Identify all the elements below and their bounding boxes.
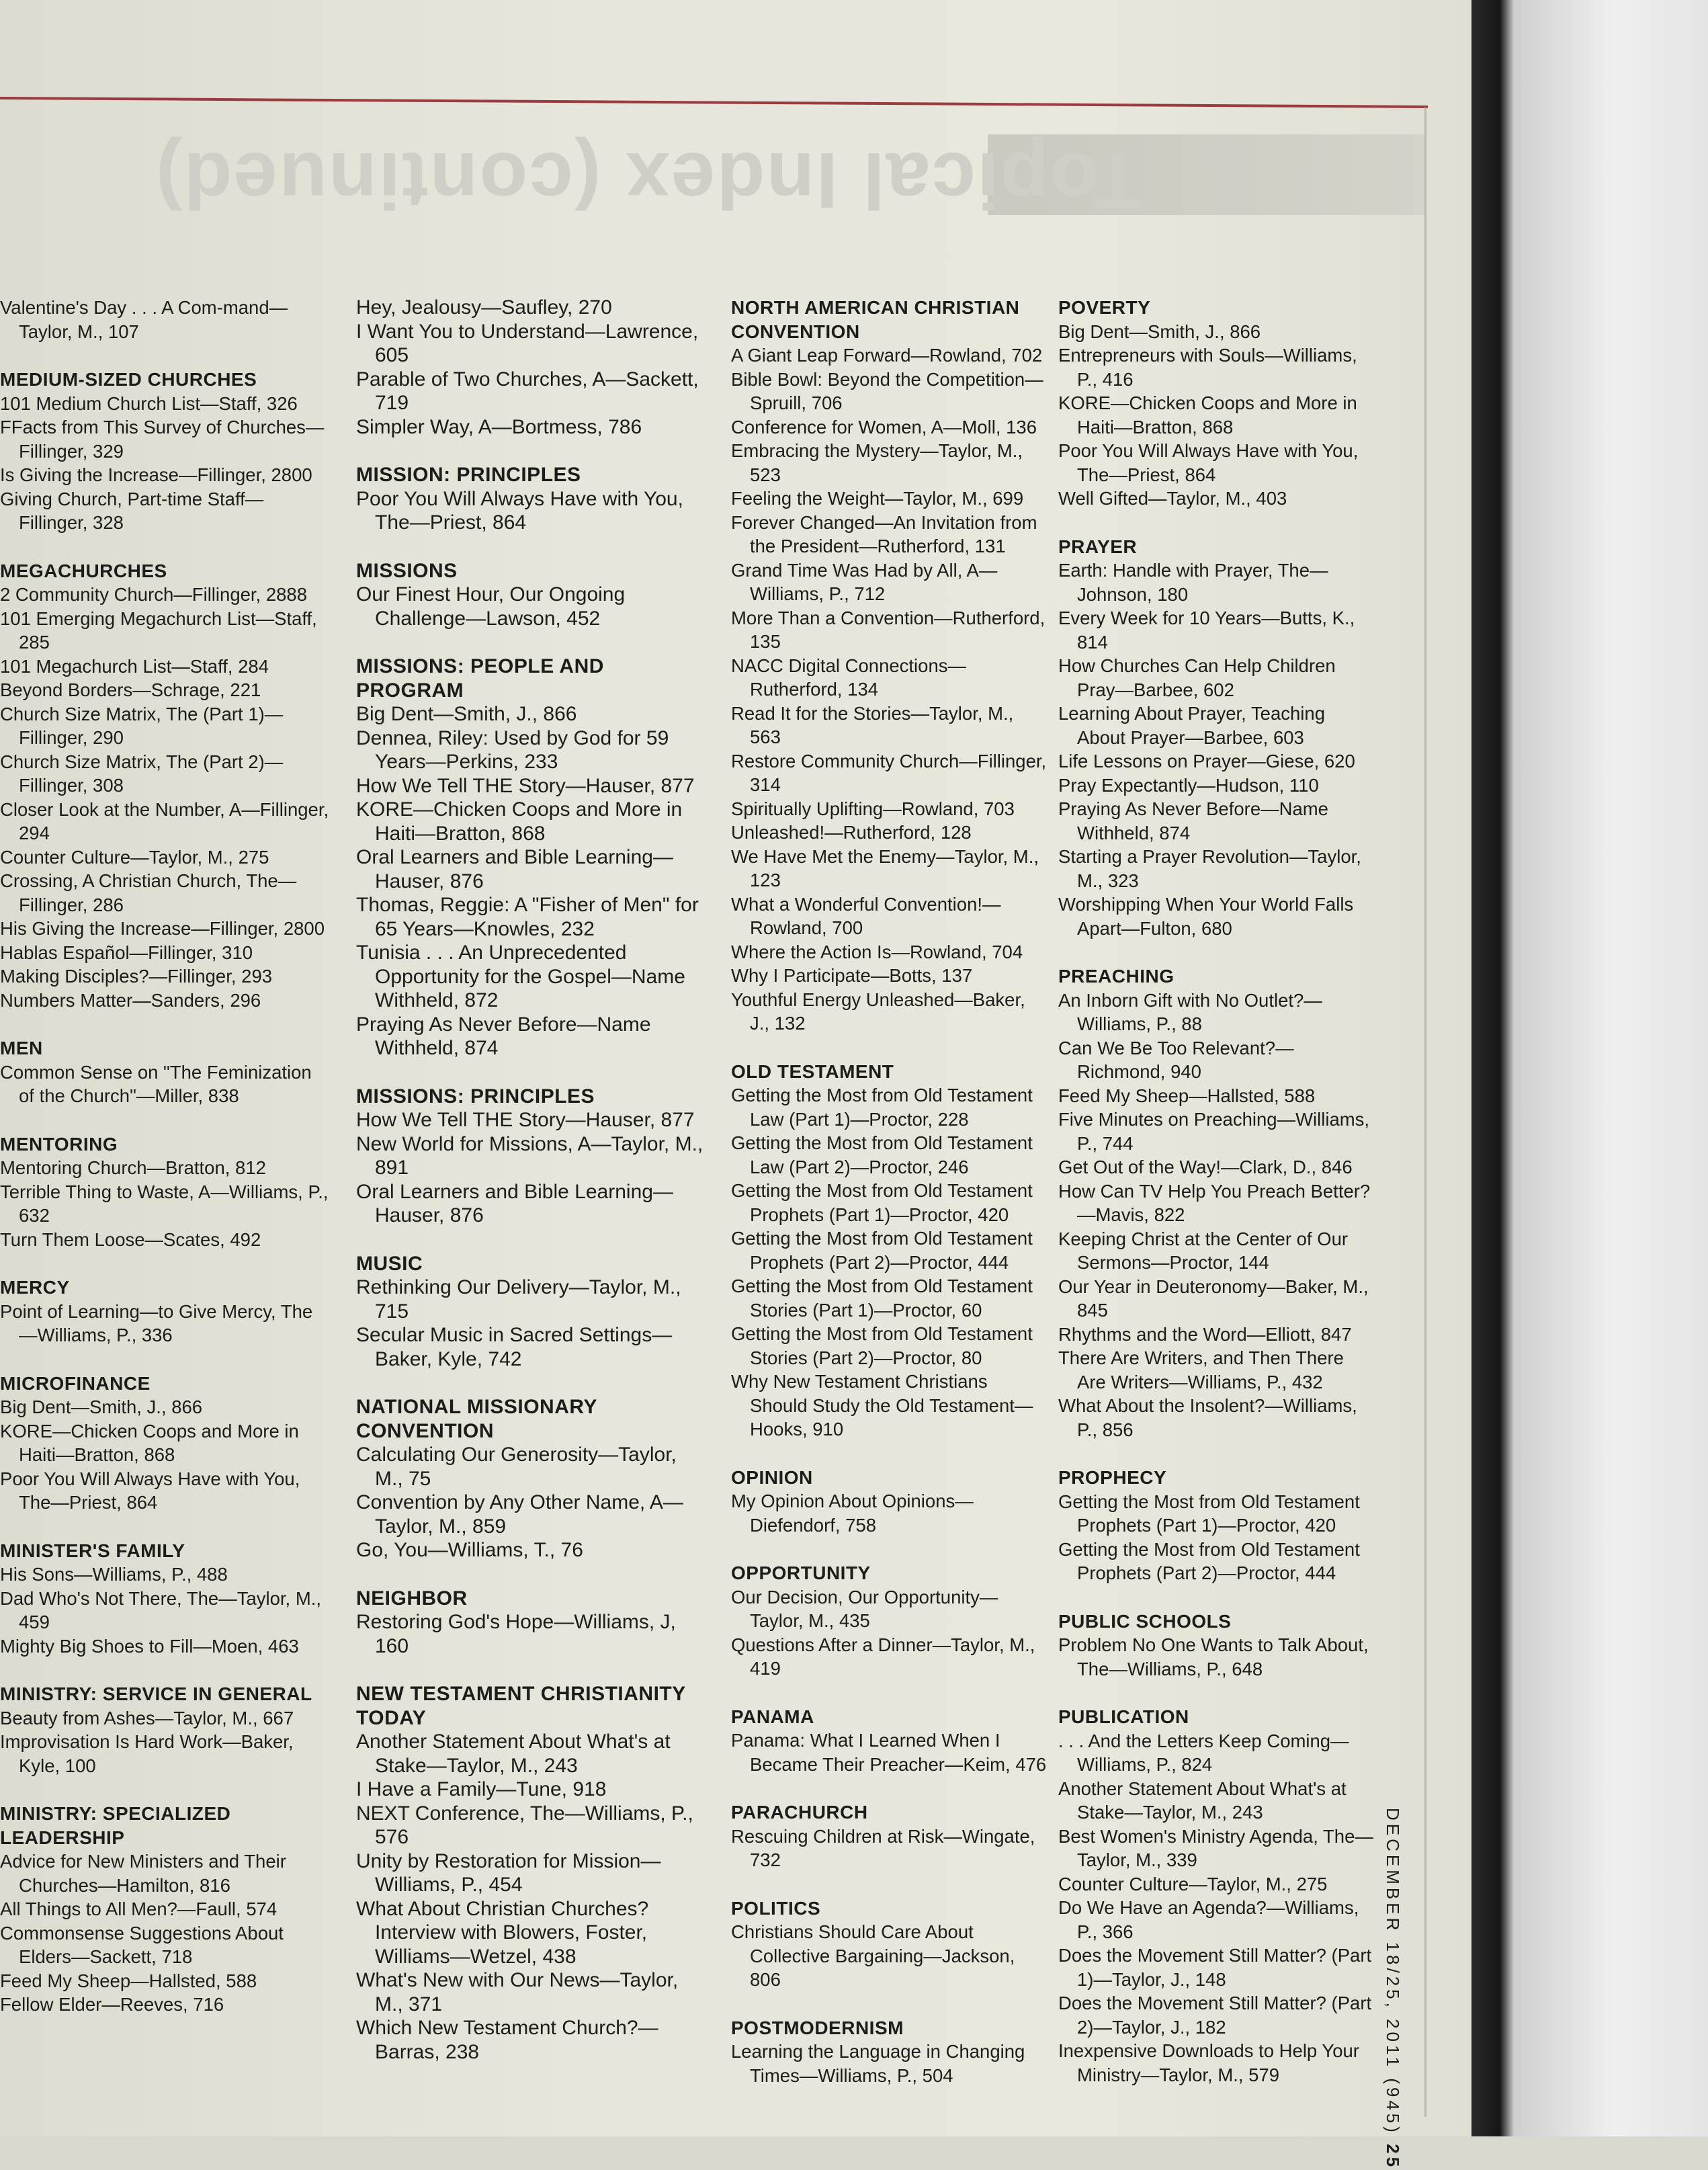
index-entry: Our Decision, Our Opportunity—Taylor, M., 435 — [731, 1586, 998, 1631]
index-section — [731, 296, 1047, 1036]
index-entry: Big Dent—Smith, J., 866 — [356, 703, 577, 725]
index-entry: KORE—Chicken Coops and More in Haiti—Bratton, 868 — [356, 798, 683, 845]
index-entry: What a Wonderful Convention!—Rowland, 700 — [731, 893, 1001, 938]
index-entry: Secular Music in Sacred Settings—Baker, Kyle, 742 — [356, 1324, 673, 1370]
index-entry: How Can TV Help You Preach Better?—Mavis, 822 — [1058, 1180, 1371, 1225]
index-entry: Panama: What I Learned When I Became Their Preacher—Keim, 476 — [731, 1730, 1047, 1775]
index-entry: Giving Church, Part-time Staff—Fillinger, 328 — [0, 488, 264, 533]
index-entry: Mentoring Church—Bratton, 812 — [0, 1157, 266, 1178]
section-heading: NATIONAL MISSIONARY CONVENTION — [356, 1396, 597, 1442]
index-section — [356, 1587, 706, 1659]
index-section — [356, 1395, 706, 1562]
index-entry: Improvisation Is Hard Work—Baker, Kyle, 100 — [0, 1731, 294, 1776]
index-section — [731, 1561, 1047, 1681]
index-entry: Embracing the Mystery—Taylor, M., 523 — [731, 440, 1023, 485]
index-entry: Big Dent—Smith, J., 866 — [1058, 321, 1261, 342]
index-entry: Terrible Thing to Waste, A—Williams, P., 632 — [0, 1181, 329, 1226]
index-entry: KORE—Chicken Coops and More in Haiti—Bratton, 868 — [0, 1420, 299, 1465]
index-entry: Poor You Will Always Have with You, The—Priest, 864 — [1058, 440, 1359, 485]
index-entry: Another Statement About What's at Stake—Taylor, M., 243 — [356, 1730, 671, 1777]
index-section — [0, 1276, 329, 1347]
top-rule — [0, 97, 1428, 108]
index-entry: Closer Look at the Number, A—Fillinger, 294 — [0, 798, 329, 843]
index-entry: How We Tell THE Story—Hauser, 877 — [356, 1109, 695, 1131]
index-entry: Best Women's Ministry Agenda, The—Taylor, M., 339 — [1058, 1825, 1373, 1870]
index-section — [1058, 296, 1374, 511]
index-entry: Our Year in Deuteronomy—Baker, M., 845 — [1058, 1276, 1369, 1321]
section-heading: MISSIONS: PEOPLE AND PROGRAM — [356, 655, 604, 702]
section-heading: POSTMODERNISM — [731, 2017, 904, 2038]
index-entry: Entrepreneurs with Souls—Williams, P., 416 — [1058, 345, 1357, 390]
index-entry: Rescuing Children at Risk—Wingate, 732 — [731, 1825, 1035, 1870]
index-section — [1058, 964, 1374, 1442]
section-heading: MEN — [0, 1038, 43, 1058]
section-heading: NEIGHBOR — [356, 1587, 468, 1610]
index-entry: How Churches Can Help Children Pray—Barbee, 602 — [1058, 655, 1336, 700]
index-entry: All Things to All Men?—Faull, 574 — [0, 1898, 277, 1919]
index-entry: KORE—Chicken Coops and More in Haiti—Bratton, 868 — [1058, 392, 1357, 437]
index-entry: Crossing, A Christian Church, The—Fillinger, 286 — [0, 870, 297, 915]
index-entry: Youthful Energy Unleashed—Baker, J., 132 — [731, 989, 1025, 1034]
section-heading: OPPORTUNITY — [731, 1562, 871, 1583]
index-entry: Commonsense Suggestions About Elders—Sackett, 718 — [0, 1922, 284, 1967]
index-section — [1058, 1705, 1374, 2087]
index-entry: How We Tell THE Story—Hauser, 877 — [356, 774, 695, 797]
index-entry: 101 Megachurch List—Staff, 284 — [0, 655, 269, 677]
index-entry: Is Giving the Increase—Fillinger, 2800 — [0, 464, 312, 485]
index-entry: A Giant Leap Forward—Rowland, 702 — [731, 345, 1043, 366]
index-entry: Counter Culture—Taylor, M., 275 — [0, 846, 269, 868]
index-entry: 2 Community Church—Fillinger, 2888 — [0, 584, 307, 605]
index-entry: Feeling the Weight—Taylor, M., 699 — [731, 488, 1024, 509]
index-entry: Five Minutes on Preaching—Williams, P., 744 — [1058, 1109, 1370, 1154]
index-entry: Feed My Sheep—Hallsted, 588 — [0, 1970, 257, 1991]
index-entry: Christians Should Care About Collective Bargaining—Jackson, 806 — [731, 1921, 1015, 1990]
index-entry: Parable of Two Churches, A—Sackett, 719 — [356, 368, 699, 414]
index-entry: Earth: Handle with Prayer, The—Johnson, 180 — [1058, 560, 1328, 605]
index-section — [0, 1802, 329, 2017]
index-entry: Where the Action Is—Rowland, 704 — [731, 941, 1023, 962]
index-section — [356, 559, 706, 631]
index-entry: Getting the Most from Old Testament Prophets (Part 2)—Proctor, 444 — [731, 1228, 1033, 1273]
index-entry: An Inborn Gift with No Outlet?—Williams, P., 88 — [1058, 989, 1322, 1034]
index-section — [356, 296, 706, 439]
section-heading: NORTH AMERICAN CHRISTIAN CONVENTION — [731, 297, 1020, 342]
section-heading: MINISTER'S FAMILY — [0, 1540, 185, 1561]
index-entry: Inexpensive Downloads to Help Your Ministry—Taylor, M., 579 — [1058, 2040, 1359, 2085]
index-entry: His Giving the Increase—Fillinger, 2800 — [0, 918, 325, 939]
section-heading: NEW TESTAMENT CHRISTIANITY TODAY — [356, 1683, 686, 1729]
index-entry: Oral Learners and Bible Learning—Hauser, 876 — [356, 846, 673, 892]
index-entry: Restore Community Church—Fillinger, 314 — [731, 750, 1047, 795]
index-entry: Rhythms and the Word—Elliott, 847 — [1058, 1323, 1352, 1345]
index-entry: Get Out of the Way!—Clark, D., 846 — [1058, 1157, 1353, 1177]
index-entry: Getting the Most from Old Testament Law (Part 2)—Proctor, 246 — [731, 1132, 1033, 1177]
index-section — [0, 1036, 329, 1108]
index-section — [731, 1705, 1047, 1777]
section-heading: MENTORING — [0, 1133, 118, 1155]
index-entry: I Have a Family—Tune, 918 — [356, 1778, 607, 1800]
index-section — [0, 368, 329, 535]
section-heading: PARACHURCH — [731, 1802, 868, 1823]
index-entry: Poor You Will Always Have with You, The—Priest, 864 — [0, 1468, 300, 1513]
index-entry: NACC Digital Connections—Rutherford, 134 — [731, 655, 966, 700]
index-entry: Spiritually Uplifting—Rowland, 703 — [731, 798, 1015, 819]
section-heading: POLITICS — [731, 1897, 821, 1919]
index-entry: Dennea, Riley: Used by God for 59 Years—Perkins, 233 — [356, 726, 669, 773]
page-title: Topical Index (continued) — [155, 136, 1143, 224]
index-entry: Turn Them Loose—Scates, 492 — [0, 1228, 261, 1250]
index-section — [731, 1800, 1047, 1872]
index-section — [356, 1252, 706, 1372]
section-heading: MEDIUM-SIZED CHURCHES — [0, 369, 257, 390]
index-entry: Our Finest Hour, Our Ongoing Challenge—Lawson, 452 — [356, 583, 626, 630]
index-entry: Getting the Most from Old Testament Prophets (Part 2)—Proctor, 444 — [1058, 1538, 1360, 1583]
index-entry: Learning the Language in Changing Times—Williams, P., 504 — [731, 2041, 1025, 2086]
index-entry: New World for Missions, A—Taylor, M., 891 — [356, 1132, 703, 1179]
index-entry: Beyond Borders—Schrage, 221 — [0, 679, 261, 700]
index-entry: More Than a Convention—Rutherford, 135 — [731, 607, 1045, 652]
page-number: 25 — [1383, 2144, 1403, 2170]
index-entry: There Are Writers, and Then There Are Writers—Williams, P., 432 — [1058, 1347, 1344, 1392]
index-entry: Grand Time Was Had by All, A—Williams, P., 712 — [731, 559, 998, 604]
index-entry: What's New with Our News—Taylor, M., 371 — [356, 1969, 679, 2015]
index-entry: What About the Insolent?—Williams, P., 856 — [1058, 1395, 1357, 1440]
index-section — [731, 1466, 1047, 1538]
index-entry: Pray Expectantly—Hudson, 110 — [1058, 774, 1319, 796]
index-entry: Getting the Most from Old Testament Law (Part 1)—Proctor, 228 — [731, 1085, 1033, 1130]
index-entry: Calculating Our Generosity—Taylor, M., 75 — [356, 1444, 677, 1490]
section-heading: PROPHECY — [1058, 1467, 1167, 1488]
index-entry: Praying As Never Before—Name Withheld, 874 — [356, 1013, 651, 1059]
index-section — [356, 463, 706, 535]
section-heading: MINISTRY: SERVICE IN GENERAL — [0, 1683, 312, 1704]
index-entry: Which New Testament Church?—Barras, 238 — [356, 2017, 658, 2063]
index-entry: Why I Participate—Botts, 137 — [731, 965, 973, 986]
index-entry: Common Sense on "The Feminization of the Church"—Miller, 838 — [0, 1061, 312, 1106]
index-entry: Advice for New Ministers and Their Churches—Hamilton, 816 — [0, 1851, 286, 1896]
index-section — [731, 1060, 1047, 1442]
index-entry: Tunisia . . . An Unprecedented Opportunity for the Gospel—Name Withheld, 872 — [356, 942, 685, 1011]
index-entry: Go, You—Williams, T., 76 — [356, 1539, 583, 1561]
index-section — [356, 655, 706, 1060]
index-section — [1058, 1610, 1374, 1681]
index-entry: Big Dent—Smith, J., 866 — [0, 1396, 203, 1417]
section-heading: MISSIONS — [356, 559, 458, 582]
index-entry: Numbers Matter—Sanders, 296 — [0, 989, 261, 1011]
index-section — [0, 296, 329, 343]
index-entry: His Sons—Williams, P., 488 — [0, 1564, 228, 1585]
index-section — [0, 1682, 329, 1778]
index-entry: Mighty Big Shoes to Fill—Moen, 463 — [0, 1635, 299, 1657]
index-entry: Simpler Way, A—Bortmess, 786 — [356, 415, 642, 438]
section-heading: MICROFINANCE — [0, 1372, 151, 1394]
index-entry: Oral Learners and Bible Learning—Hauser, 876 — [356, 1180, 673, 1226]
index-entry: Can We Be Too Relevant?—Richmond, 940 — [1058, 1037, 1294, 1082]
index-section — [0, 1539, 329, 1659]
index-entry: . . . And the Letters Keep Coming—Williams, P., 824 — [1058, 1730, 1349, 1775]
index-section — [356, 1085, 706, 1228]
section-heading: MINISTRY: SPECIALIZED LEADERSHIP — [0, 1803, 231, 1848]
index-entry: Well Gifted—Taylor, M., 403 — [1058, 488, 1287, 509]
footer-date-line — [1382, 1808, 1403, 2170]
index-entry: Does the Movement Still Matter? (Part 1)—Taylor, J., 148 — [1058, 1945, 1372, 1990]
index-entry: What About Christian Churches? Interview with Blowers, Foster, Williams—Wetzel, 438 — [356, 1897, 649, 1968]
index-entry: My Opinion About Opinions—Diefendorf, 758 — [731, 1491, 974, 1536]
index-entry: Church Size Matrix, The (Part 1)—Fillinger, 290 — [0, 703, 284, 748]
index-entry: Forever Changed—An Invitation from the President—Rutherford, 131 — [731, 511, 1037, 556]
section-heading: POVERTY — [1058, 297, 1151, 318]
index-entry: Worshipping When Your World Falls Apart—Fulton, 680 — [1058, 894, 1354, 939]
index-entry: Unity by Restoration for Mission—Williams, P., 454 — [356, 1849, 661, 1896]
section-heading: PUBLIC SCHOOLS — [1058, 1610, 1232, 1632]
index-entry: Church Size Matrix, The (Part 2)—Fillinger, 308 — [0, 751, 284, 796]
index-entry: Making Disciples?—Fillinger, 293 — [0, 966, 273, 987]
index-entry: Counter Culture—Taylor, M., 275 — [1058, 1873, 1328, 1894]
index-entry: Getting the Most from Old Testament Prophets (Part 1)—Proctor, 420 — [1058, 1491, 1360, 1536]
index-entry: Getting the Most from Old Testament Stories (Part 2)—Proctor, 80 — [731, 1323, 1033, 1368]
index-entry: Another Statement About What's at Stake—Taylor, M., 243 — [1058, 1778, 1347, 1823]
index-section — [0, 1132, 329, 1252]
index-entry: Conference for Women, A—Moll, 136 — [731, 416, 1037, 437]
index-entry: Hey, Jealousy—Saufley, 270 — [356, 296, 612, 319]
index-section — [731, 1896, 1047, 1992]
issue-date: DECEMBER 18/25, 2011 (945) — [1383, 1808, 1403, 2136]
index-section — [1058, 535, 1374, 941]
index-entry: Fellow Elder—Reeves, 716 — [0, 1994, 224, 2015]
index-entry: Rethinking Our Delivery—Taylor, M., 715 — [356, 1276, 681, 1323]
index-entry: Life Lessons on Prayer—Giese, 620 — [1058, 751, 1355, 771]
index-entry: Learning About Prayer, Teaching About Prayer—Barbee, 603 — [1058, 703, 1326, 748]
index-section — [0, 1372, 329, 1515]
index-entry: I Want You to Understand—Lawrence, 605 — [356, 320, 699, 366]
index-entry: Feed My Sheep—Hallsted, 588 — [1058, 1085, 1316, 1106]
section-heading: MUSIC — [356, 1252, 423, 1275]
index-column-1 — [0, 296, 329, 2041]
section-heading: PREACHING — [1058, 966, 1175, 987]
index-entry: Problem No One Wants to Talk About, The—Williams, P., 648 — [1058, 1634, 1369, 1679]
index-entry: 101 Medium Church List—Staff, 326 — [0, 392, 298, 414]
index-entry: We Have Met the Enemy—Taylor, M., 123 — [731, 845, 1039, 890]
index-entry: Point of Learning—to Give Mercy, The—Williams, P., 336 — [0, 1300, 313, 1345]
index-entry: Every Week for 10 Years—Butts, K., 814 — [1058, 608, 1355, 653]
index-entry: Convention by Any Other Name, A—Taylor, M., 859 — [356, 1491, 683, 1538]
section-heading: MEGACHURCHES — [0, 560, 167, 581]
index-entry: Hablas Español—Fillinger, 310 — [0, 942, 253, 963]
section-heading: MISSIONS: PRINCIPLES — [356, 1085, 595, 1108]
right-rule — [1424, 108, 1426, 2117]
index-entry: Poor You Will Always Have with You, The—Priest, 864 — [356, 487, 683, 534]
section-heading: PRAYER — [1058, 536, 1138, 557]
index-section — [1058, 1466, 1374, 1585]
section-heading: OPINION — [731, 1466, 813, 1488]
index-section — [731, 2016, 1047, 2088]
index-entry: Getting the Most from Old Testament Prophets (Part 1)—Proctor, 420 — [731, 1180, 1033, 1225]
index-column-4 — [1058, 296, 1374, 2111]
index-entry: Valentine's Day . . . A Com-mand—Taylor, M., 107 — [0, 297, 288, 342]
section-heading: OLD TESTAMENT — [731, 1060, 894, 1082]
section-heading: PUBLICATION — [1058, 1706, 1189, 1727]
index-entry: Do We Have an Agenda?—Williams, P., 366 — [1058, 1897, 1359, 1942]
index-entry: Getting the Most from Old Testament Stories (Part 1)—Proctor, 60 — [731, 1276, 1033, 1321]
index-section — [356, 1682, 706, 2064]
index-entry: Praying As Never Before—Name Withheld, 874 — [1058, 798, 1328, 843]
index-entry: Keeping Christ at the Center of Our Sermons—Proctor, 144 — [1058, 1228, 1349, 1273]
section-heading: MERCY — [0, 1277, 70, 1298]
index-entry: Beauty from Ashes—Taylor, M., 667 — [0, 1707, 294, 1728]
index-entry: Does the Movement Still Matter? (Part 2)—Taylor, J., 182 — [1058, 1993, 1372, 2038]
index-entry: Why New Testament Christians Should Study the Old Testament—Hooks, 910 — [731, 1371, 1033, 1439]
index-section — [0, 559, 329, 1013]
index-entry: Read It for the Stories—Taylor, M., 563 — [731, 702, 1014, 747]
index-entry: NEXT Conference, The—Williams, P., 576 — [356, 1802, 693, 1848]
index-entry: Thomas, Reggie: A "Fisher of Men" for 65 Years—Knowles, 232 — [356, 894, 699, 940]
section-heading: MISSION: PRINCIPLES — [356, 464, 581, 486]
index-entry: Restoring God's Hope—Williams, J, 160 — [356, 1611, 676, 1657]
book-gutter — [1471, 0, 1708, 2136]
index-entry: 101 Emerging Megachurch List—Staff, 285 — [0, 608, 317, 653]
section-heading: PANAMA — [731, 1706, 814, 1727]
index-entry: FFacts from This Survey of Churches—Fillinger, 329 — [0, 417, 325, 462]
index-column-2 — [356, 296, 706, 2088]
index-entry: Dad Who's Not There, The—Taylor, M., 459 — [0, 1587, 322, 1632]
index-entry: Bible Bowl: Beyond the Competition—Spruill, 706 — [731, 368, 1043, 413]
index-entry: Unleashed!—Rutherford, 128 — [731, 822, 972, 843]
index-entry: Questions After a Dinner—Taylor, M., 419 — [731, 1634, 1035, 1679]
index-entry: Starting a Prayer Revolution—Taylor, M., 323 — [1058, 846, 1361, 891]
index-column-3 — [731, 296, 1047, 2112]
